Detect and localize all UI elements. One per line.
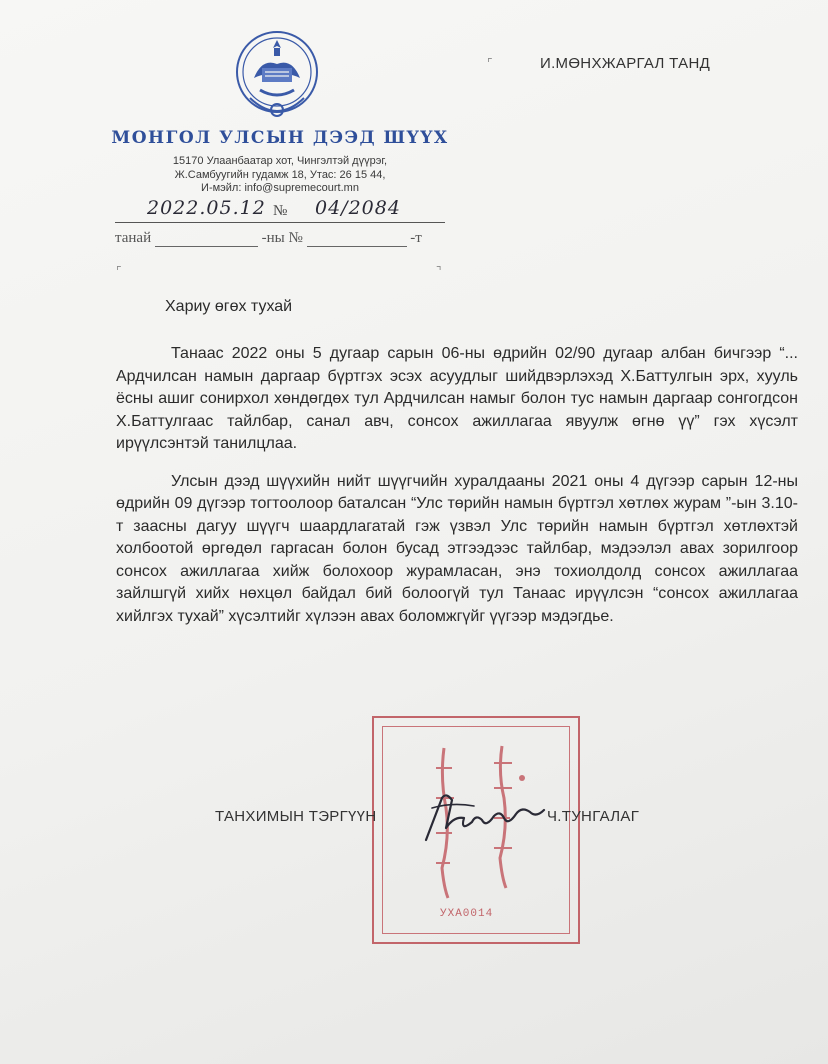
letter-body (116, 343, 798, 643)
address-line-1: 15170 Улаанбаатар хот, Чингэлтэй дүүрэг, (172, 155, 388, 167)
reference-prefix-label: танай (115, 230, 152, 246)
handwritten-letter-number: 04/2084 (315, 197, 401, 219)
organization-address (130, 155, 430, 196)
signatory-title: ТАНХИМЫН ТЭРГҮҮН (215, 808, 377, 825)
reference-line (115, 230, 455, 250)
body-paragraph-2: Улсын дээд шүүхийн нийт шүүгчийн хуралдааны 2021 оны 4 дүгээр сарын 12-ны өдрийн 09 дүгээр тогтоолоор баталсан “Улс төрийн намын бүртгэл хөтлөх журам ”-ын 3.10-т заасны дагуу шүүгч шаардлагатай гэж үзвэл Улс төрийн намын бүртгэл хөтлөхтэй холбоотой өргөдөл гаргасан болон бусад этгээдээс тайлбар, мэдээлэл авах зорилгоор сонсох ажиллагаа хийж болохоор журамласан, энэ тохиолдолд сонсох ажиллагаа зайлшгүй хийх нөхцөл байдал бий болоогүй тул Танаас ирүүлсэн “сонсох ажиллагаа хийлгэх тухай” хүсэлтийг хүлээн авах боломжгүйг үүгээр мэдэгдье. (116, 472, 798, 625)
letter-subject: Хариу өгөх тухай (165, 298, 293, 315)
address-line-2: Ж.Самбуугийн гудамж 18, Утас: 26 15 44, (174, 168, 386, 181)
email-line: И-мэйл: info@supremecourt.mn (201, 182, 359, 194)
corner-mark-right: ⌝ (436, 264, 442, 278)
handwritten-signature (412, 788, 552, 848)
reference-date-blank (155, 232, 258, 247)
body-paragraph-1: Танаас 2022 оны 5 дугаар сарын 06-ны өдрийн 02/90 дугаар албан бичгээр “... Ардчилсан намын даргаар бүртгэх эсэх асуудлыг шийдвэрлэхэд Х.Баттулгын эрх, хууль ёсны ашиг сонирхол хөндөгдөх тул Ардчилсан намыг болон тус намын даргаар сонгогдсон Х.Баттулгаас тайлбар, санал авч, сонсох ажиллагаа явуулж өгнө үү” гэх хүсэлт ирүүлсэнтэй танилцлаа. (116, 345, 798, 452)
addressee: И.МӨНХЖАРГАЛ ТАНД (540, 55, 711, 72)
reference-suffix-label: -т (410, 230, 422, 246)
organization-name: МОНГОЛ УЛСЫН ДЭЭД ШҮҮХ (111, 128, 449, 148)
reference-number-blank (307, 232, 407, 247)
signatory-name: Ч.ТУНГАЛАГ (547, 808, 640, 825)
corner-mark-top-left: ⌜ (487, 56, 493, 70)
registration-line (115, 196, 445, 223)
reference-middle-label: -ны № (261, 230, 303, 246)
state-emblem-icon (232, 28, 322, 124)
stamp-code: УХА0014 (440, 908, 494, 920)
number-sign-label: № (273, 203, 288, 219)
handwritten-date: 2022.05.12 (147, 197, 266, 219)
corner-mark-left: ⌜ (116, 264, 122, 278)
